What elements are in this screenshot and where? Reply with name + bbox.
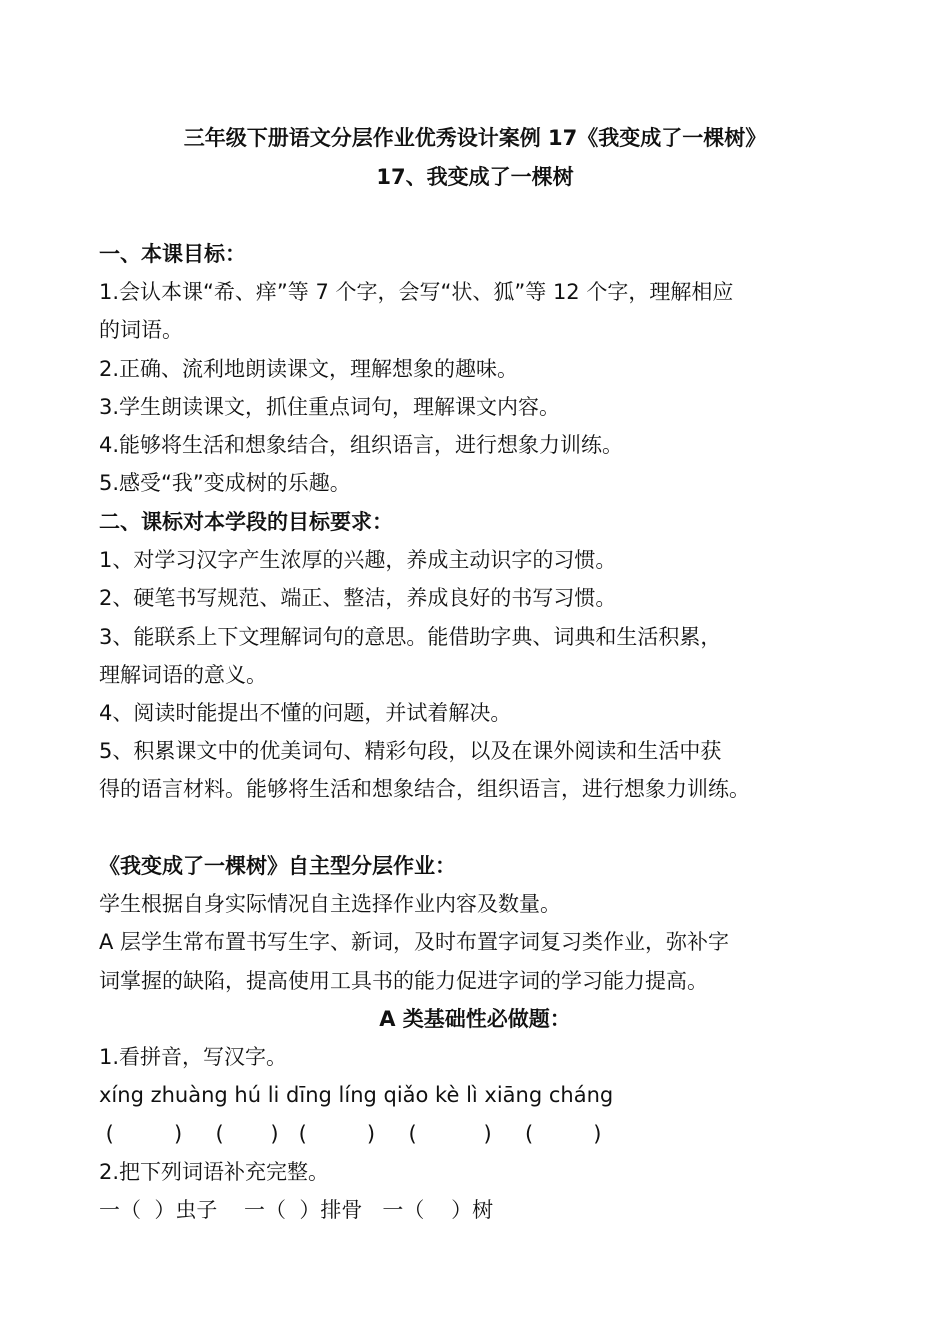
- section-heading-goals: 一、本课目标：: [99, 242, 246, 266]
- answer-blanks: ( ) ( ) ( ) ( ) ( ): [99, 1122, 602, 1146]
- standard-line: 4、阅读时能提出不懂的问题，并试着解决。: [99, 701, 512, 725]
- standard-line: 得的语言材料。能够将生活和想象结合，组织语言，进行想象力训练。: [99, 777, 750, 801]
- section-heading-standards: 二、课标对本学段的目标要求：: [99, 510, 393, 534]
- document-subtitle: 17、我变成了一棵树: [376, 165, 574, 189]
- section-heading-a-basic: A 类基础性必做题：: [379, 1007, 571, 1031]
- question-1: 1.看拼音，写汉字。: [99, 1045, 288, 1069]
- section-heading-homework: 《我变成了一棵树》自主型分层作业：: [99, 854, 456, 878]
- homework-line: A 层学生常布置书写生字、新词，及时布置字词复习类作业，弥补字: [99, 930, 730, 954]
- question-2: 2.把下列词语补充完整。: [99, 1160, 330, 1184]
- homework-line: 学生根据自身实际情况自主选择作业内容及数量。: [99, 892, 561, 916]
- pinyin-line: xíng zhuàng hú li dīng líng qiǎo kè lì xiāng cháng: [99, 1083, 614, 1107]
- standard-line: 3、能联系上下文理解词句的意思。能借助字典、词典和生活积累，: [99, 625, 722, 649]
- goal-line: 3.学生朗读课文，抓住重点词句，理解课文内容。: [99, 395, 561, 419]
- goal-line: 4.能够将生活和想象结合，组织语言，进行想象力训练。: [99, 433, 624, 457]
- standard-line: 5、积累课文中的优美词句、精彩句段，以及在课外阅读和生活中获: [99, 739, 722, 763]
- standard-line: 1、对学习汉字产生浓厚的兴趣，养成主动识字的习惯。: [99, 548, 617, 572]
- goal-line: 的词语。: [99, 318, 183, 342]
- goal-line: 5.感受“我”变成树的乐趣。: [99, 471, 351, 495]
- question-2-fill-line: 一（ ）虫子 一（ ）排骨 一（ ）树: [99, 1198, 494, 1222]
- homework-line: 词掌握的缺陷，提高使用工具书的能力促进字词的学习能力提高。: [99, 969, 708, 993]
- goal-line: 2.正确、流利地朗读课文，理解想象的趣味。: [99, 357, 519, 381]
- goal-line: 1.会认本课“希、痒”等 7 个字，会写“状、狐”等 12 个字，理解相应: [99, 280, 734, 304]
- standard-line: 2、硬笔书写规范、端正、整洁，养成良好的书写习惯。: [99, 586, 617, 610]
- standard-line: 理解词语的意义。: [99, 663, 267, 687]
- document-title: 三年级下册语文分层作业优秀设计案例 17《我变成了一棵树》: [183, 126, 767, 150]
